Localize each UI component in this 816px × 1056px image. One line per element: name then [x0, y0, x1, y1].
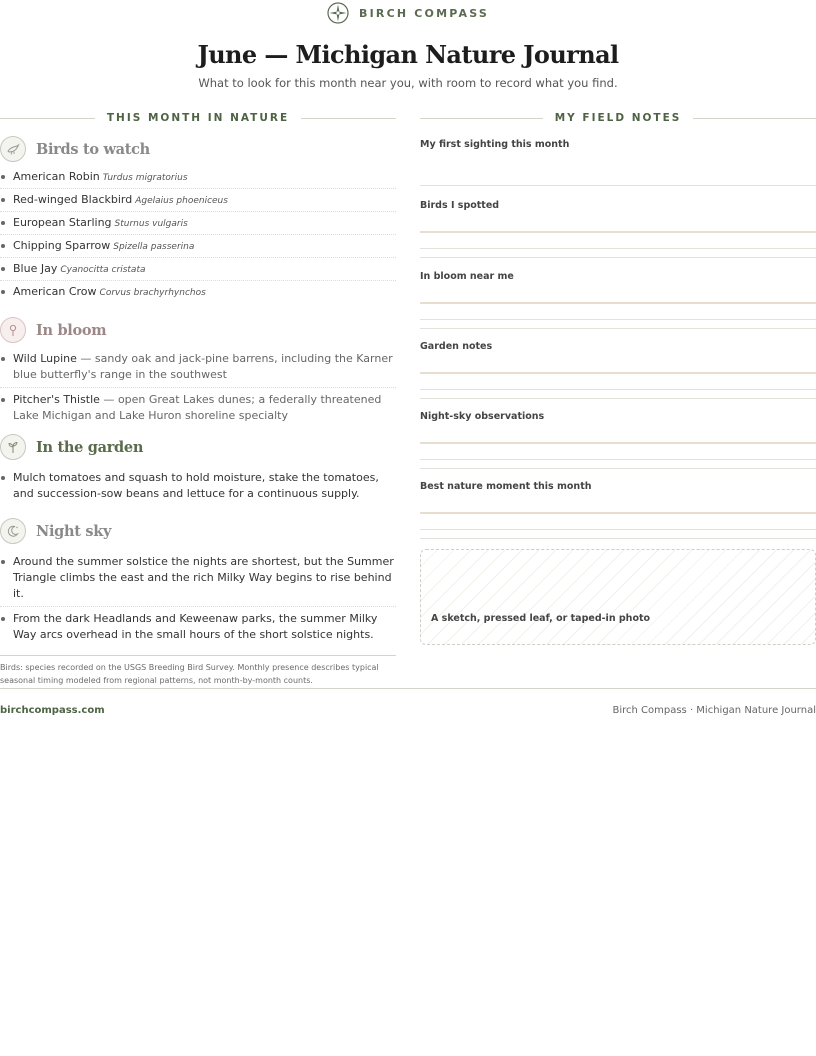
list-item [0, 235, 396, 258]
list-item [0, 189, 396, 212]
bloom-list [0, 347, 396, 428]
brand-name: BIRCH COMPASS [359, 6, 489, 20]
note-block [420, 480, 816, 539]
night-section-head [0, 518, 396, 544]
page-subtitle: What to look for this month near you, with room to record what you find. [198, 76, 618, 90]
writing-line[interactable] [420, 468, 816, 469]
list-item: Mulch tomatoes and squash to hold moisture, stake the tomatoes, and succession-sow beans and lettuce for a continuous supply. [0, 466, 396, 506]
footnote: Birds: species recorded on the USGS Breeding Bird Survey. Monthly presence describes typical seasonal timing modeled from regional patterns, not month-by-month counts. [0, 655, 396, 687]
bird-common-name: Chipping Sparrow [13, 239, 111, 252]
list-item: Pitcher's Thistle — open Great Lakes dunes; a federally threatened Lake Michigan and Lake Huron shoreline specialty [0, 388, 396, 428]
list-item [0, 258, 396, 281]
note-label: Best nature moment this month [420, 481, 592, 492]
birds-section-head [0, 136, 396, 162]
writing-line[interactable] [420, 328, 816, 329]
list-item [0, 212, 396, 235]
writing-line[interactable] [420, 257, 816, 258]
bird-scientific-name: Agelaius phoeniceus [135, 196, 228, 206]
bird-common-name: Blue Jay [13, 262, 58, 275]
note-block [420, 270, 816, 329]
bird-common-name: European Starling [13, 216, 112, 229]
writing-line[interactable] [420, 185, 816, 186]
garden-list [0, 466, 396, 506]
field-notes-column [420, 138, 816, 645]
list-item: From the dark Headlands and Keweenaw parks, the summer Milky Way arcs overhead in the small hours of the short solstice nights. [0, 607, 396, 647]
compass-rose-icon [327, 2, 349, 24]
bloom-description: open Great Lakes dunes; a federally threatened Lake Michigan and Lake Huron shoreline specialty [13, 393, 382, 422]
heading-rule [301, 118, 396, 119]
brand-header [0, 2, 816, 24]
heading-rule [0, 118, 95, 119]
garden-section-title: In the garden [36, 438, 144, 456]
bloom-description: sandy oak and jack-pine barrens, including the Karner blue butterfly's range in the southwest [13, 352, 393, 381]
bloom-name: Pitcher's Thistle [13, 393, 100, 406]
note-label: In bloom near me [420, 271, 514, 282]
night-section-title: Night sky [36, 522, 112, 540]
birds-list [0, 166, 396, 303]
nature-column [0, 136, 396, 687]
heading-rule [693, 118, 816, 119]
right-column-heading [420, 110, 816, 126]
birds-section-title: Birds to watch [36, 140, 150, 158]
bloom-name: Wild Lupine [13, 352, 77, 365]
bird-scientific-name: Spizella passerina [113, 242, 195, 252]
night-list [0, 550, 396, 647]
note-block [420, 138, 816, 186]
writing-line[interactable] [420, 538, 816, 539]
note-label: My first sighting this month [420, 139, 570, 150]
photo-box[interactable] [420, 549, 816, 645]
left-heading-label: THIS MONTH IN NATURE [106, 112, 290, 124]
note-block [420, 410, 816, 469]
photo-label: A sketch, pressed leaf, or taped-in photo [431, 613, 651, 624]
list-item [0, 281, 396, 303]
bird-scientific-name: Corvus brachyrhynchos [99, 288, 206, 298]
bird-scientific-name: Sturnus vulgaris [114, 219, 188, 229]
note-block [420, 340, 816, 399]
bird-common-name: Red-winged Blackbird [13, 193, 133, 206]
flower-icon [0, 317, 26, 343]
left-column-heading [0, 110, 396, 126]
footer-publication: Birch Compass · Michigan Nature Journal [612, 705, 816, 716]
footer-site-link[interactable]: birchcompass.com [0, 705, 105, 716]
bloom-section-head [0, 317, 396, 343]
note-block [420, 199, 816, 258]
bird-common-name: American Robin [13, 170, 100, 183]
sprout-icon [0, 434, 26, 460]
note-label: Garden notes [420, 341, 493, 352]
note-label: Birds I spotted [420, 200, 500, 211]
list-item [0, 166, 396, 189]
bloom-section-title: In bloom [36, 321, 107, 339]
garden-section-head [0, 434, 396, 460]
page-title: June — Michigan Nature Journal [197, 40, 619, 69]
bird-scientific-name: Cyanocitta cristata [60, 265, 146, 275]
bird-scientific-name: Turdus migratorius [102, 173, 188, 183]
writing-line[interactable] [420, 398, 816, 399]
footer-rule [0, 688, 816, 689]
moon-icon [0, 518, 26, 544]
heading-rule [420, 118, 543, 119]
bird-icon [0, 136, 26, 162]
list-item: Wild Lupine — sandy oak and jack-pine barrens, including the Karner blue butterfly's range in the southwest [0, 347, 396, 388]
bird-common-name: American Crow [13, 285, 97, 298]
right-heading-label: MY FIELD NOTES [554, 112, 682, 124]
list-item: Around the summer solstice the nights are shortest, but the Summer Triangle climbs the east and the rich Milky Way begins to rise behind it. [0, 550, 396, 607]
note-label: Night-sky observations [420, 411, 545, 422]
